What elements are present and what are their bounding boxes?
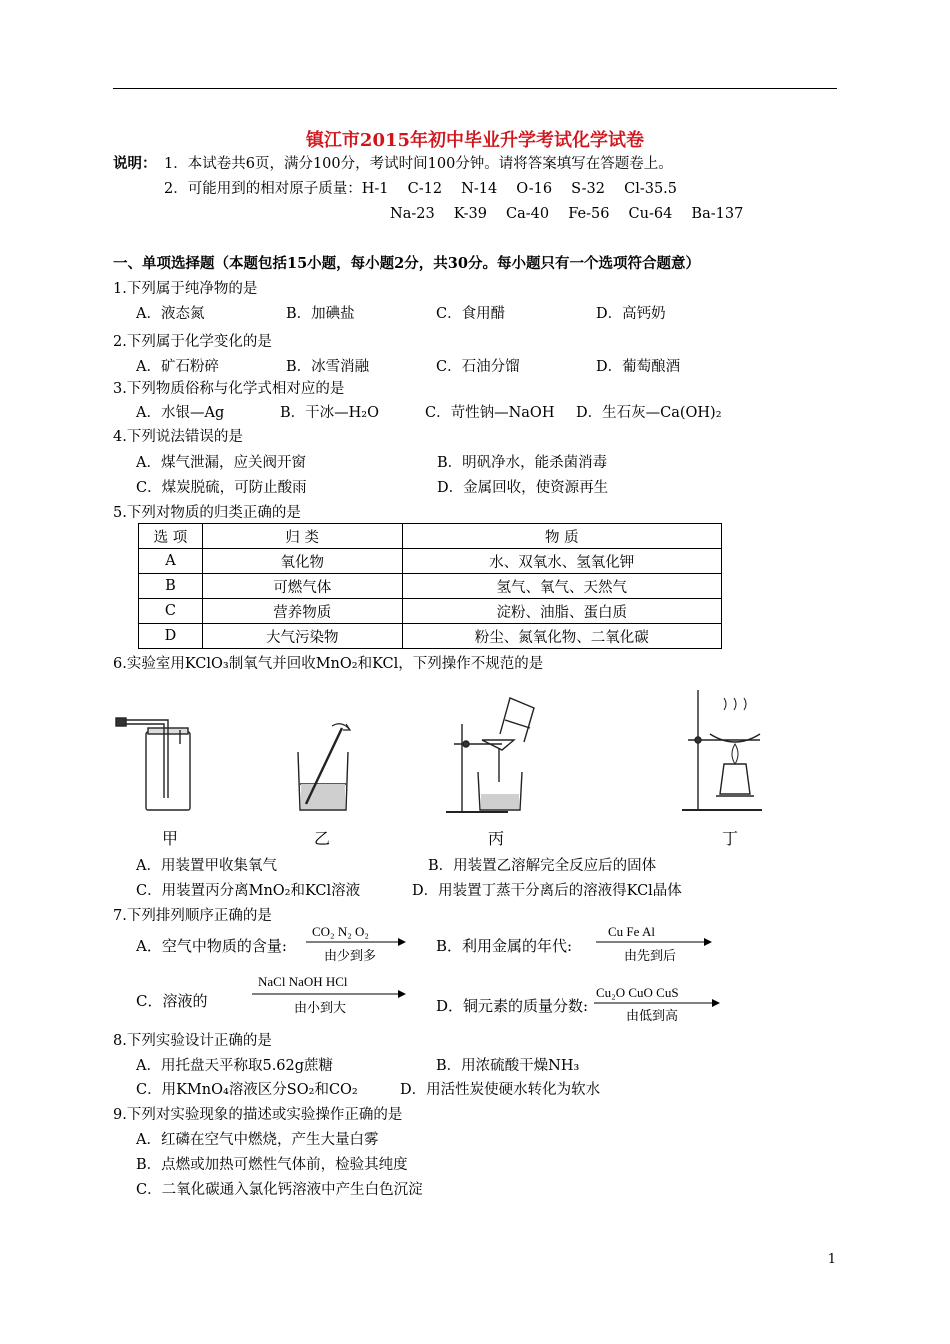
q7-c-sequence: NaCl NaOH HCl <box>258 974 348 989</box>
apparatus-ding-evaporation <box>682 690 762 810</box>
label-bing: 丙 <box>488 829 505 848</box>
table-row <box>139 574 722 599</box>
table-row <box>139 599 722 624</box>
table-cell: B <box>139 574 203 599</box>
table-row <box>139 549 722 574</box>
q7-option-b-arrow <box>596 924 712 964</box>
q5-classification-table <box>138 523 722 649</box>
q2-option-d: D．葡萄酿酒 <box>596 359 681 375</box>
table-header-cell: 物 质 <box>402 524 721 549</box>
notes-label: 说明： <box>113 155 157 172</box>
table-cell: 粉尘、氮氧化物、二氧化碳 <box>402 624 721 649</box>
header-rule <box>113 88 837 89</box>
table-row <box>139 624 722 649</box>
q9-option-a: A．红磷在空气中燃烧，产生大量白雾 <box>136 1132 379 1148</box>
q1-stem: 1.下列属于纯净物的是 <box>113 281 258 297</box>
table-cell: 水、双氧水、氢氧化钾 <box>402 549 721 574</box>
q7-stem: 7.下列排列顺序正确的是 <box>113 908 272 924</box>
q1-option-d: D．高钙奶 <box>596 306 666 322</box>
q7-option-d-arrow <box>594 985 720 1025</box>
q7-option-a-arrow <box>306 924 406 964</box>
q6-stem: 6.实验室用KClO₃制氧气并回收MnO₂和KCl，下列操作不规范的是 <box>113 656 544 672</box>
table-cell: 氧化物 <box>202 549 402 574</box>
table-cell: 营养物质 <box>202 599 402 624</box>
q8-option-d: D．用活性炭使硬水转化为软水 <box>400 1082 601 1098</box>
q4-stem: 4.下列说法错误的是 <box>113 429 243 445</box>
q3-option-d: D．生石灰—Ca(OH)₂ <box>576 405 722 421</box>
table-cell: 大气污染物 <box>202 624 402 649</box>
table-header-row <box>139 524 722 549</box>
q1-option-b: B．加碘盐 <box>286 306 355 322</box>
q3-option-a: A．水银—Ag <box>136 405 225 421</box>
q6-apparatus-figure <box>110 680 770 850</box>
notes-line-1: 1．本试卷共6页，满分100分，考试时间100分钟。请将答案填写在答题卷上。 <box>164 156 673 172</box>
label-ding: 丁 <box>722 829 739 848</box>
q6-option-c: C．用装置丙分离MnO₂和KCl溶液 <box>136 883 361 899</box>
table-cell: A <box>139 549 203 574</box>
q9-stem: 9.下列对实验现象的描述或实验操作正确的是 <box>113 1107 403 1123</box>
apparatus-bing-filtration <box>446 698 534 812</box>
q4-option-a: A．煤气泄漏，应关阀开窗 <box>136 455 306 471</box>
label-jia: 甲 <box>162 829 179 848</box>
q2-option-a: A．矿石粉碎 <box>136 359 219 375</box>
notes-line-3: Na-23 K-39 Ca-40 Fe-56 Cu-64 Ba-137 <box>390 206 744 222</box>
q6-option-a: A．用装置甲收集氧气 <box>136 858 277 874</box>
q7-d-sequence: Cu₂O CuO CuS <box>596 985 679 1000</box>
q7-b-order: 由先到后 <box>624 949 677 964</box>
q3-stem: 3.下列物质俗称与化学式相对应的是 <box>113 381 345 397</box>
table-cell: C <box>139 599 203 624</box>
q7-d-order: 由低到高 <box>626 1009 679 1024</box>
q2-option-c: C．石油分馏 <box>436 359 520 375</box>
q6-option-b: B．用装置乙溶解完全反应后的固体 <box>428 858 657 874</box>
q7-option-c-arrow <box>252 974 406 1014</box>
table-header-cell: 选 项 <box>139 524 203 549</box>
q2-option-b: B．冰雪消融 <box>286 359 370 375</box>
apparatus-yi-beaker <box>298 724 350 810</box>
table-cell: 氢气、氧气、天然气 <box>402 574 721 599</box>
table-cell: 淀粉、油脂、蛋白质 <box>402 599 721 624</box>
notes-line-2: 2．可能用到的相对原子质量：H-1 C-12 N-14 O-16 S-32 Cl-35.5 <box>164 181 678 197</box>
q7-option-d-label: D．铜元素的质量分数: <box>436 997 589 1015</box>
q3-option-b: B．干冰—H₂O <box>280 405 380 421</box>
table-cell: 可燃气体 <box>202 574 402 599</box>
q4-option-c: C．煤炭脱硫，可防止酸雨 <box>136 480 307 496</box>
label-yi: 乙 <box>314 829 331 848</box>
table-header-cell: 归 类 <box>202 524 402 549</box>
q1-option-c: C．食用醋 <box>436 306 506 322</box>
q7-a-order: 由少到多 <box>324 949 377 964</box>
q8-option-b: B．用浓硫酸干燥NH₃ <box>436 1058 580 1074</box>
q8-stem: 8.下列实验设计正确的是 <box>113 1033 272 1049</box>
q7-c-order: 由小到大 <box>294 1001 347 1016</box>
q4-option-d: D．金属回收，使资源再生 <box>437 480 609 496</box>
q5-stem: 5.下列对物质的归类正确的是 <box>113 505 301 521</box>
page-number: 1 <box>827 1252 836 1267</box>
table-cell: D <box>139 624 203 649</box>
q6-option-d: D．用装置丁蒸干分离后的溶液得KCl晶体 <box>412 883 682 899</box>
q7-option-c-label: C．溶液的 <box>136 992 208 1010</box>
q7-a-sequence: CO₂ N₂ O₂ <box>312 924 369 939</box>
q3-option-c: C．苛性钠—NaOH <box>425 405 555 421</box>
q8-option-c: C．用KMnO₄溶液区分SO₂和CO₂ <box>136 1082 358 1098</box>
section-heading: 一、单项选择题（本题包括15小题，每小题2分，共30分。每小题只有一个选项符合题意） <box>113 255 700 272</box>
q7-b-sequence: Cu Fe Al <box>608 924 655 939</box>
q1-option-a: A．液态氮 <box>136 306 205 322</box>
q2-stem: 2.下列属于化学变化的是 <box>113 334 272 350</box>
q9-option-b: B．点燃或加热可燃性气体前，检验其纯度 <box>136 1157 408 1173</box>
q7-option-a-label: A．空气中物质的含量: <box>136 937 287 955</box>
q8-option-a: A．用托盘天平称取5.62g蔗糖 <box>136 1058 334 1074</box>
q9-option-c: C．二氧化碳通入氯化钙溶液中产生白色沉淀 <box>136 1182 423 1198</box>
apparatus-jia-gas-bottle <box>116 718 190 810</box>
q7-option-b-label: B．利用金属的年代: <box>436 937 573 955</box>
q4-option-b: B．明矾净水，能杀菌消毒 <box>437 455 608 471</box>
exam-title: 镇江市2015年初中毕业升学考试化学试卷 <box>305 130 645 151</box>
